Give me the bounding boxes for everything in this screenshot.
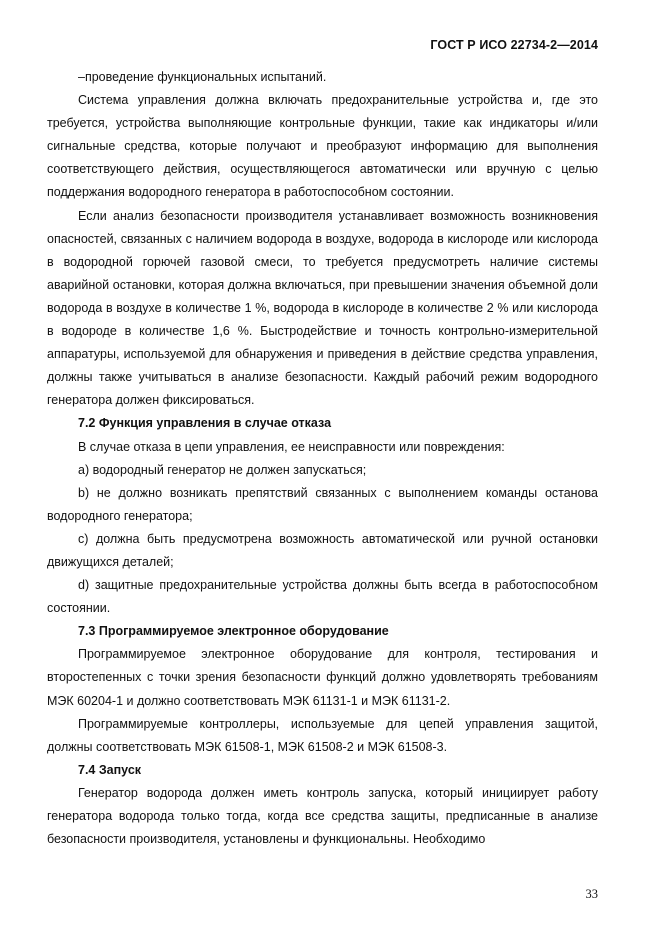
- page-body: [47, 66, 598, 851]
- document-header: ГОСТ Р ИСО 22734-2—2014: [430, 38, 598, 52]
- paragraph: Система управления должна включать предохранительные устройства и, где это требуется, устройства выполняющие контрольные функции, такие как индикаторы и/или сигнальные средства, которые получают и преобразуют информацию для выполнения соответствующего действия, осуществляющегося автоматически или вручную с целью поддержания водородного генератора в работоспособном состоянии.: [47, 93, 598, 200]
- paragraph: –проведение функциональных испытаний.: [78, 70, 327, 84]
- paragraph: В случае отказа в цепи управления, ее неисправности или повреждения:: [78, 439, 505, 454]
- paragraph: Если анализ безопасности производителя устанавливает возможность возникновения опасностей, связанных с наличием водорода в воздухе, водорода в кислороде или кислорода в водородной горючей газовой смеси, то требуется предусмотреть наличие системы аварийной остановки, которая должна включаться, при превышении значения объемной доли водорода в воздухе в количестве 1 %, водорода в кислороде в количестве 2 % или кислорода в водороде в количестве 1,6 %. Быстродействие и точность контрольно-измерительной аппаратуры, используемой для обнаружения и приведения в действие средства управления, должны также учитываться в анализе безопасности. Каждый рабочий режим водородного генератора должен фиксироваться.: [47, 208, 598, 408]
- paragraph: Генератор водорода должен иметь контроль запуска, который инициирует работу генератора водорода только тогда, когда все средства защиты, предписанные в анализе безопасности производителя, установлены и функциональны. Необходимо: [47, 785, 598, 847]
- section-heading-7-3: 7.3 Программируемое электронное оборудование: [78, 624, 389, 639]
- list-item: b) не должно возникать препятствий связанных с выполнением команды останова водородного генератора;: [47, 485, 598, 523]
- list-item: c) должна быть предусмотрена возможность автоматической или ручной остановки движущихся деталей;: [47, 531, 598, 569]
- list-item: d) защитные предохранительные устройства должны быть всегда в работоспособном состоянии.: [47, 578, 598, 616]
- paragraph: Программируемые контроллеры, используемые для цепей управления защитой, должны соответствовать МЭК 61508-1, МЭК 61508-2 и МЭК 61508-3.: [47, 716, 598, 754]
- page-number: 33: [585, 887, 598, 901]
- section-heading-7-2: 7.2 Функция управления в случае отказа: [78, 416, 332, 431]
- list-item: a) водородный генератор не должен запускаться;: [78, 462, 367, 477]
- section-heading-7-4: 7.4 Запуск: [78, 762, 142, 777]
- paragraph: Программируемое электронное оборудование для контроля, тестирования и второстепенных с точки зрения безопасности функций должно удовлетворять требованиям МЭК 60204-1 и должно соответствовать МЭК 61131-1 и МЭК 61131-2.: [47, 647, 598, 708]
